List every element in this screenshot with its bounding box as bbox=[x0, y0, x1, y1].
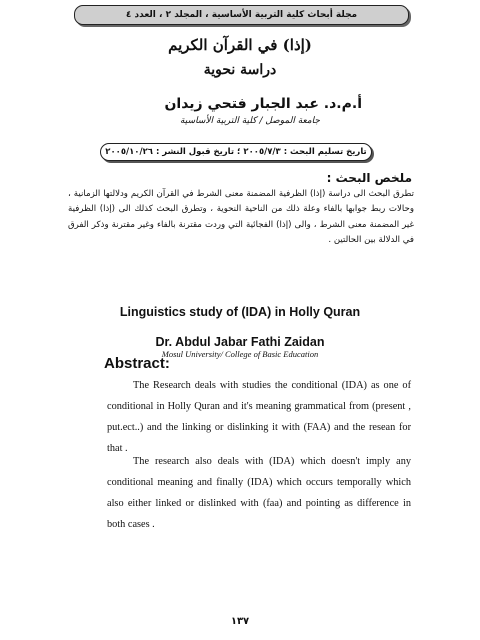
journal-header: مجلة أبحاث كلية التربية الأساسية ، المجلد ٢ ، العدد ٤ bbox=[74, 5, 409, 25]
dates-box: تاريخ تسليم البحث : ٢٠٠٥/٧/٣ ؛ تاريخ قبول النشر : ٢٠٠٥/١٠/٢٦ bbox=[100, 143, 372, 161]
arabic-author: أ.م.د. عبد الجبار فتحي زيدان bbox=[164, 96, 362, 112]
arabic-title: (إذا) في القرآن الكريم bbox=[168, 36, 312, 54]
english-title: Linguistics study of (IDA) in Holly Quran bbox=[119, 305, 361, 319]
english-abstract-title: Abstract: bbox=[104, 355, 170, 372]
arabic-affiliation: جامعة الموصل / كلية التربية الأساسية bbox=[180, 116, 320, 126]
english-affiliation: Mosul University/ College of Basic Education bbox=[161, 349, 319, 359]
page-number: ١٣٧ bbox=[230, 616, 250, 627]
english-author: Dr. Abdul Jabar Fathi Zaidan bbox=[155, 335, 325, 349]
arabic-abstract-title: ملخص البحث : bbox=[326, 171, 412, 185]
english-abstract-paragraph: The research also deals with (IDA) which doesn't imply any conditional meaning and finally (IDA) which occurs temporally which also either linked or dislinked with (faa) and pointing as difference in both cases . bbox=[107, 456, 411, 530]
english-abstract-paragraph: The Research deals with studies the conditional (IDA) as one of conditional in Holly Quran and it's meaning grammatical from (present , put.ect..) and the linking or dislinking it with (FAA) and the resean for that . bbox=[107, 380, 411, 454]
arabic-subtitle: دراسة نحوية bbox=[203, 62, 277, 78]
arabic-abstract-text: تطرق البحث الى دراسة (إذا) الظرفية المضمنة معنى الشرط في القرآن الكريم ودلالتها الزمانية ، وحالات ربط جوابها بالفاء وعلة ذلك من الناحية النحوية ، وتطرق البحث كذلك الى (إذا) الظرفية غير المضمنة معنى الشرط ، والى (إذا) الفجائية التي وردت مقترنة بالفاء وغير مقترنة وذكر الفرق في الدلالة بين الحالتين . bbox=[68, 189, 414, 246]
